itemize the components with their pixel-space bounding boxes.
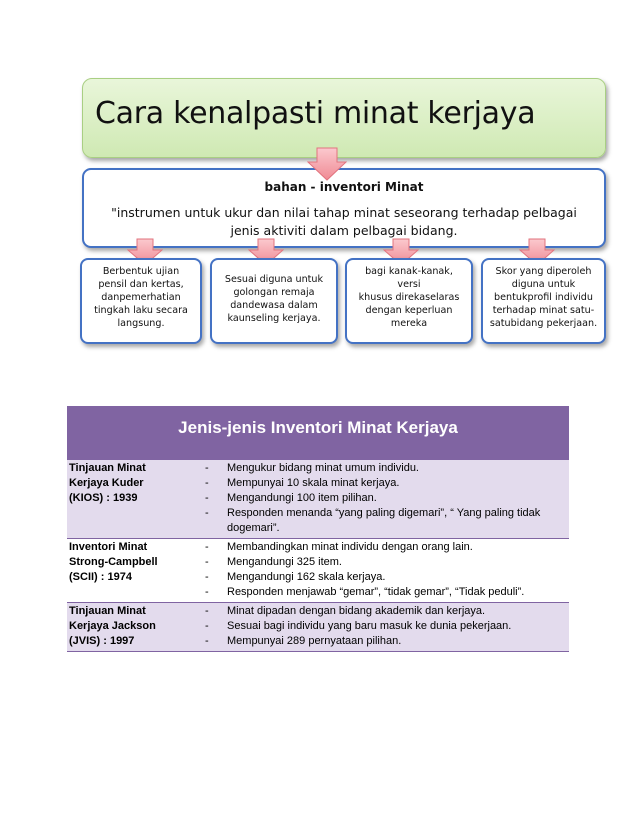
list-item: - Responden menjawab “gemar”, “tidak gemar”, “Tidak peduli”. [205, 585, 569, 600]
feature-line: dandewasa dalam [230, 300, 318, 311]
feature-line: Sesuai diguna untuk [224, 274, 324, 285]
list-item: - Minat dipadan dengan bidang akademik dan kerjaya. [205, 604, 569, 619]
feature-line: danpemerhatian [101, 292, 181, 303]
feature-line: bagi kanak-kanak, [365, 266, 453, 277]
feature-line: dengan keperluan [365, 305, 453, 316]
inventory-details [193, 603, 569, 652]
inventory-subtitle: bahan - inventori Minat [264, 180, 424, 194]
inventory-details [193, 460, 569, 539]
list-item: - Mengandungi 325 item. [205, 555, 569, 570]
page-title: Cara kenalpasti minat kerjaya [95, 96, 536, 131]
down-arrow-icon [307, 147, 347, 181]
feature-line: tingkah laku secara [94, 305, 188, 316]
feature-line: golongan remaja [233, 287, 315, 298]
feature-box [80, 258, 202, 344]
list-item: - Membandingkan minat individu dengan orang lain. [205, 540, 569, 555]
list-item: - Sesuai bagi individu yang baru masuk ke dunia pekerjaan. [205, 619, 569, 634]
feature-box [210, 258, 338, 344]
feature-line: terhadap minat satu- [492, 305, 595, 316]
list-item: - Mengandungi 100 item pilihan. [205, 491, 569, 506]
feature-line: satubidang pekerjaan. [489, 318, 598, 329]
feature-line: diguna untuk [511, 279, 576, 290]
feature-line: mereka [390, 318, 428, 329]
feature-line: versi [397, 279, 421, 290]
inventory-name: Inventori Minat Strong-Campbell (SCII) : 1974 [67, 539, 193, 603]
table-row [67, 460, 569, 539]
inventory-table [67, 406, 569, 652]
feature-line: langsung. [117, 318, 165, 329]
feature-box [481, 258, 606, 344]
feature-line: kaunseling kerjaya. [227, 313, 321, 324]
inventory-name: Tinjauan Minat Kerjaya Jackson (JVIS) : 1997 [67, 603, 193, 652]
list-item: - Mengandungi 162 skala kerjaya. [205, 570, 569, 585]
feature-line: khusus direkaselaras [358, 292, 460, 303]
inventory-name: Tinjauan Minat Kerjaya Kuder (KIOS) : 1939 [67, 460, 193, 539]
feature-box [345, 258, 473, 344]
inventory-description: "instrumen untuk ukur dan nilai tahap minat seseorang terhadap pelbagai jenis aktiviti dalam pelbagai bidang. [111, 205, 577, 238]
list-item: - Mengukur bidang minat umum individu. [205, 461, 569, 476]
feature-line: bentukprofil individu [494, 292, 593, 303]
table-row [67, 603, 569, 652]
list-item: - Mempunyai 289 pernyataan pilihan. [205, 634, 569, 649]
table-row [67, 539, 569, 603]
feature-line: Skor yang diperoleh [495, 266, 592, 277]
feature-line: Berbentuk ujian [102, 266, 180, 277]
inventory-details [193, 539, 569, 603]
list-item: - Mempunyai 10 skala minat kerjaya. [205, 476, 569, 491]
table-header: Jenis-jenis Inventori Minat Kerjaya [67, 406, 569, 460]
list-item: - Responden menanda “yang paling digemari”, “ Yang paling tidak dogemari”. [205, 506, 569, 536]
feature-line: pensil dan kertas, [98, 279, 184, 290]
